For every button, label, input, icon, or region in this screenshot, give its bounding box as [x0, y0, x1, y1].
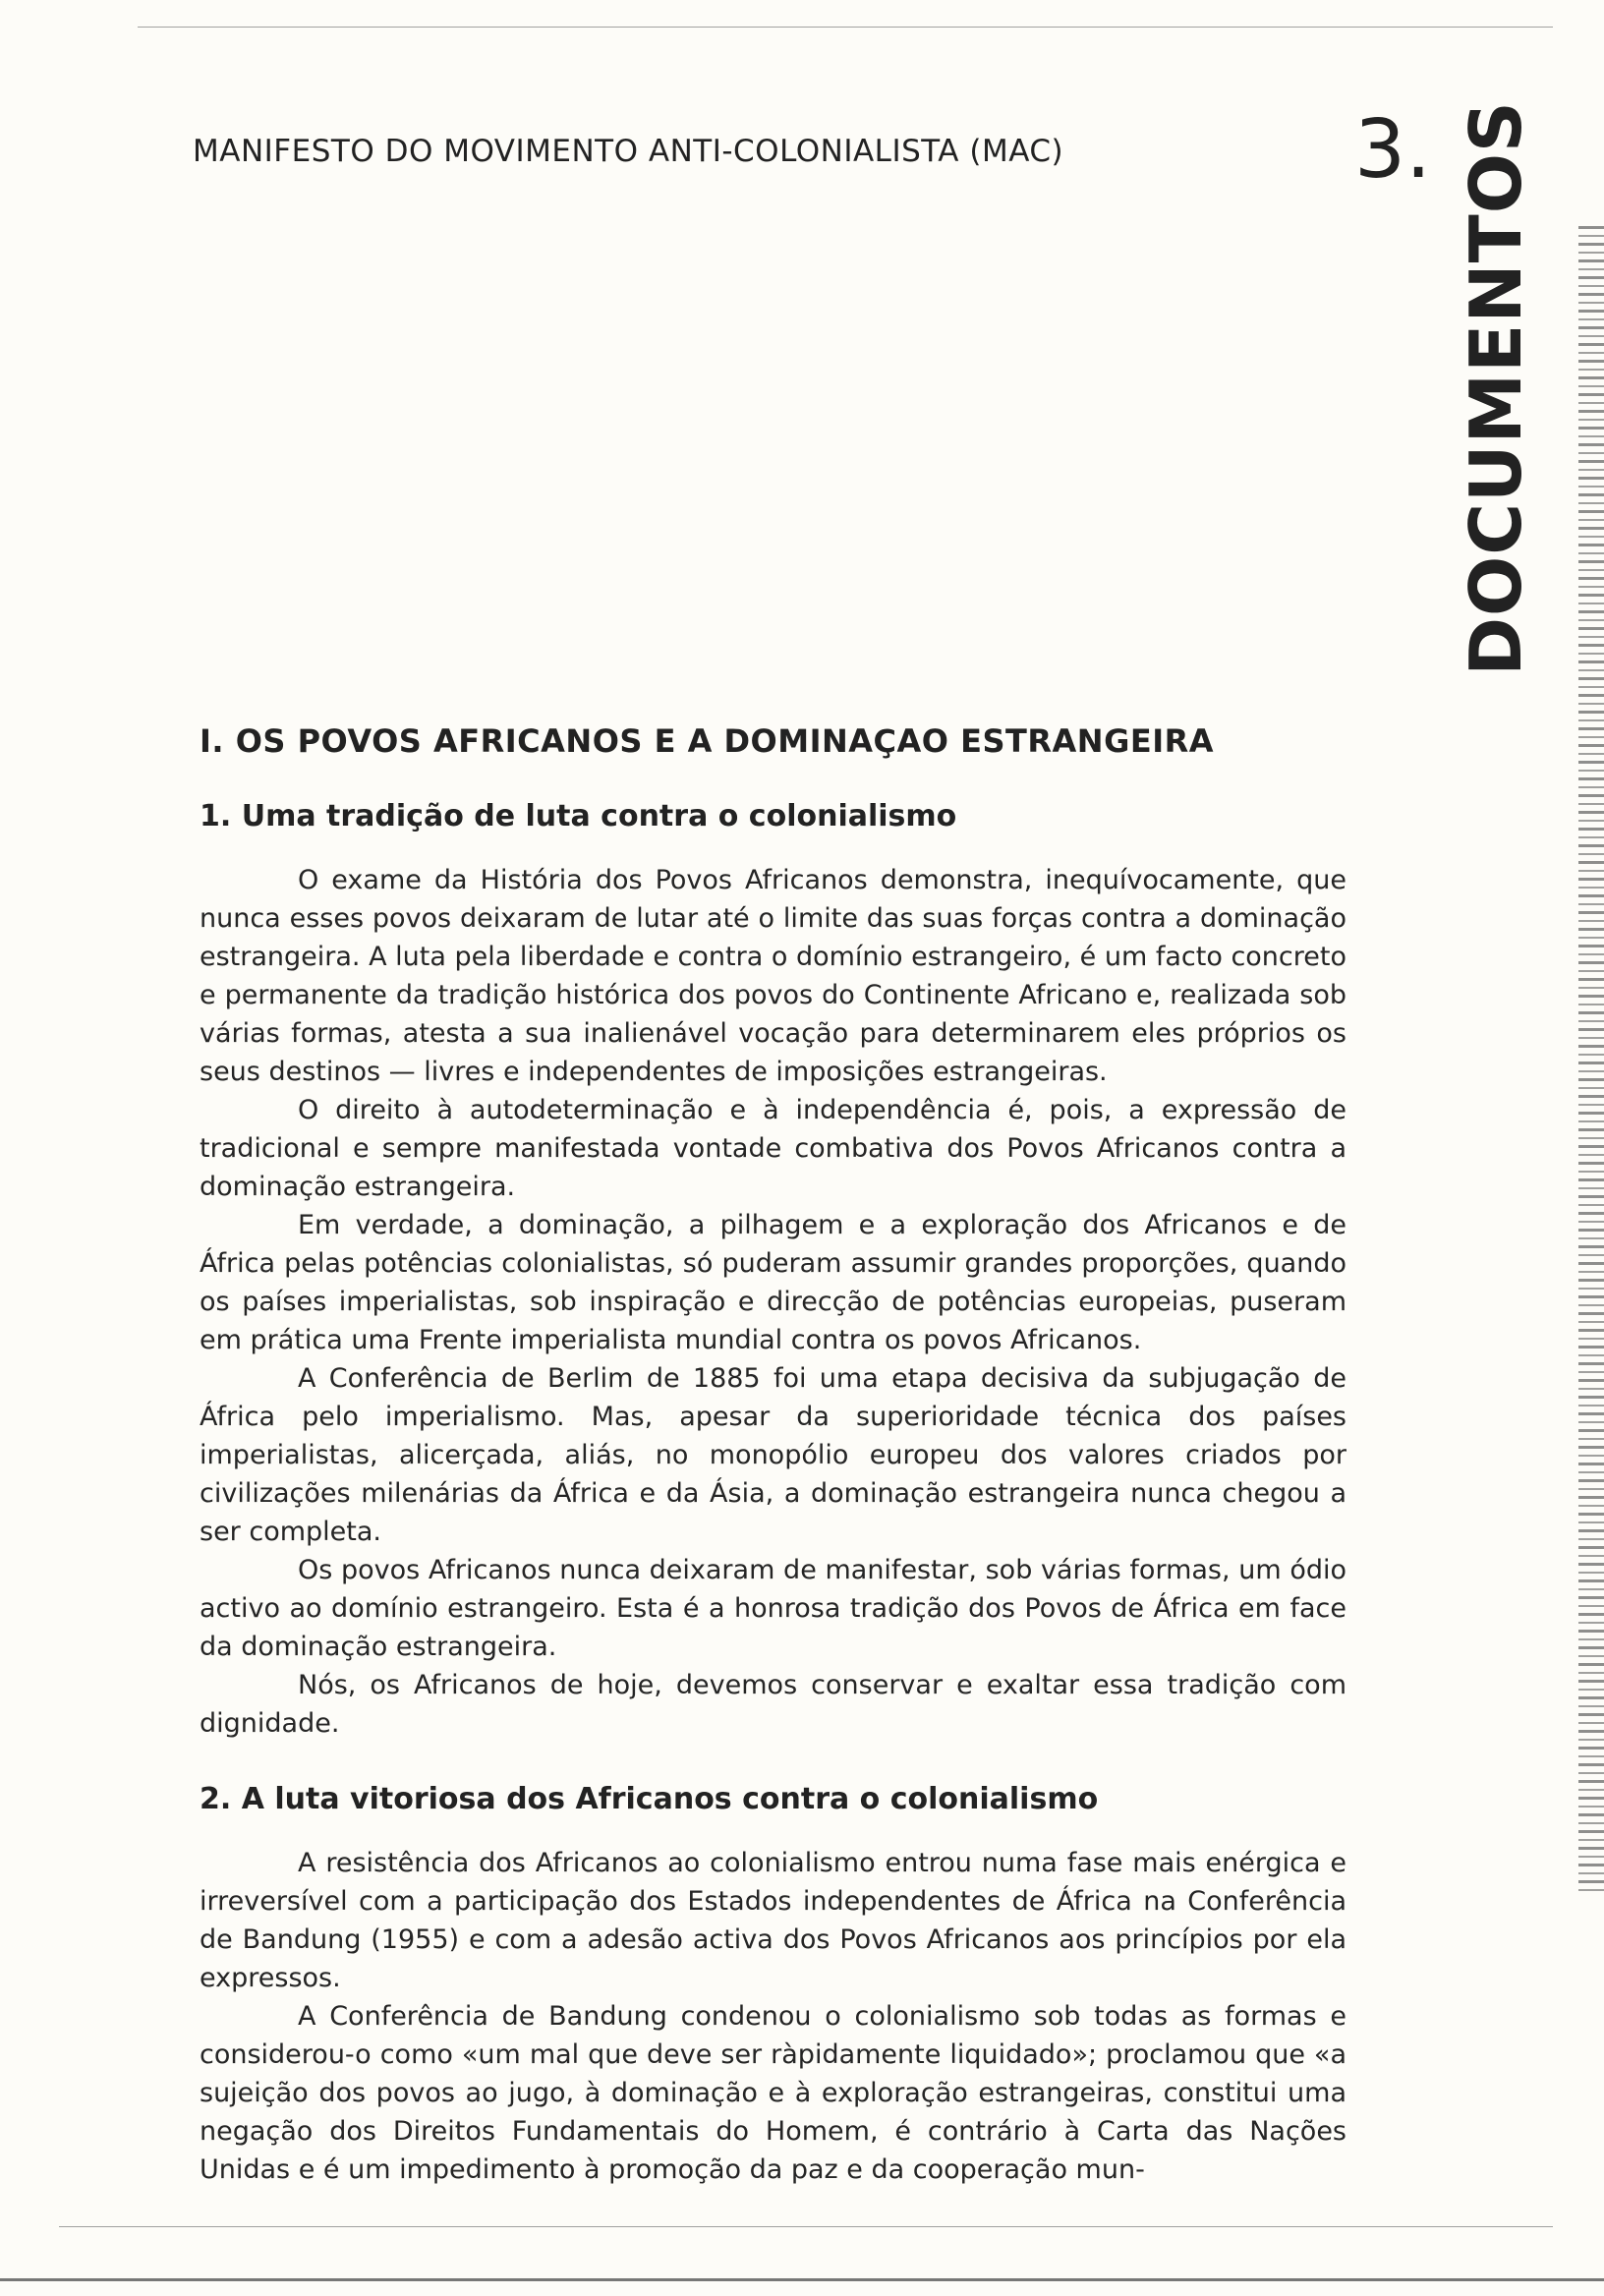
paragraph: Em verdade, a dominação, a pilhagem e a exploração dos Africanos e de África pelas potências colonialistas, só puderam assumir grandes proporções, quando os países imperialistas, sob inspiração e direcção de potências europeias, puseram em prática uma Frente imperialista mundial contra os povos Africanos.: [200, 1210, 1346, 1355]
scan-edge-bottom: [0, 2278, 1604, 2281]
paragraph: O direito à autodeterminação e à independência é, pois, a expressão de tradicional e sempre manifestada vontade combativa dos Povos Africanos contra a dominação estrangeira.: [200, 1095, 1346, 1202]
paragraph: A Conferência de Berlim de 1885 foi uma etapa decisiva da subjugação de África pelo imperialismo. Mas, apesar da superioridade técnica dos países imperialistas, alicerçada, aliás, no monopólio europeu dos valores criados por civilizações milenárias da África e da Ásia, a dominação estrangeira nunca chegou a ser completa.: [200, 1363, 1346, 1547]
paragraph: A resistência dos Africanos ao colonialismo entrou numa fase mais enérgica e irreversível com a participação dos Estados independentes de África na Conferência de Bandung (1955) e com a adesão activa dos Povos Africanos aos princípios por ela expressos.: [200, 1848, 1346, 1993]
document-body: [200, 722, 1346, 2189]
scan-edge-bottom-thin: [59, 2226, 1553, 2227]
document-number: 3.: [1354, 103, 1432, 197]
scan-edge-right: [1578, 226, 1604, 1897]
paragraph: A Conferência de Bandung condenou o colonialismo sob todas as formas e considerou-o como «um mal que deve ser ràpidamente liquidado»; proclamou que «a sujeição dos povos ao jugo, à dominação e à exploração estrangeiras, constitui uma negação dos Direitos Fundamentais do Homem, é contrário à Carta das Nações Unidas e é um impedimento à promoção da paz e da cooperação mun-: [200, 2001, 1346, 2185]
paragraph: Os povos Africanos nunca deixaram de manifestar, sob várias formas, um ódio activo ao domínio estrangeiro. Esta é a honrosa tradição dos Povos de África em face da dominação estrangeira.: [200, 1555, 1346, 1662]
section-1-body: [200, 861, 1346, 1743]
paragraph: Nós, os Africanos de hoje, devemos conservar e exaltar essa tradição com dignidade.: [200, 1670, 1346, 1739]
part-title: I. OS POVOS AFRICANOS E A DOMINAÇAO ESTRANGEIRA: [200, 722, 1214, 760]
document-title: MANIFESTO DO MOVIMENTO ANTI-COLONIALISTA (MAC): [193, 134, 1064, 169]
scan-edge-top: [138, 27, 1553, 28]
section-2-heading: 2. A luta vitoriosa dos Africanos contra o colonialismo: [200, 1782, 1099, 1816]
section-2-body: [200, 1844, 1346, 2189]
side-label: [1453, 84, 1539, 693]
side-label-text: DOCUMENTOS: [1455, 100, 1537, 676]
section-1-heading: 1. Uma tradição de luta contra o colonialismo: [200, 799, 957, 833]
paragraph: O exame da História dos Povos Africanos demonstra, inequívocamente, que nunca esses povos deixaram de lutar até o limite das suas forças contra a dominação estrangeira. A luta pela liberdade e contra o domínio estrangeiro, é um facto concreto e permanente da tradição histórica dos povos do Continente Africano e, realizada sob várias formas, atesta a sua inalienável vocação para determinarem eles próprios os seus destinos — livres e independentes de imposições estrangeiras.: [200, 865, 1346, 1087]
section-gap: [200, 1743, 1346, 1782]
